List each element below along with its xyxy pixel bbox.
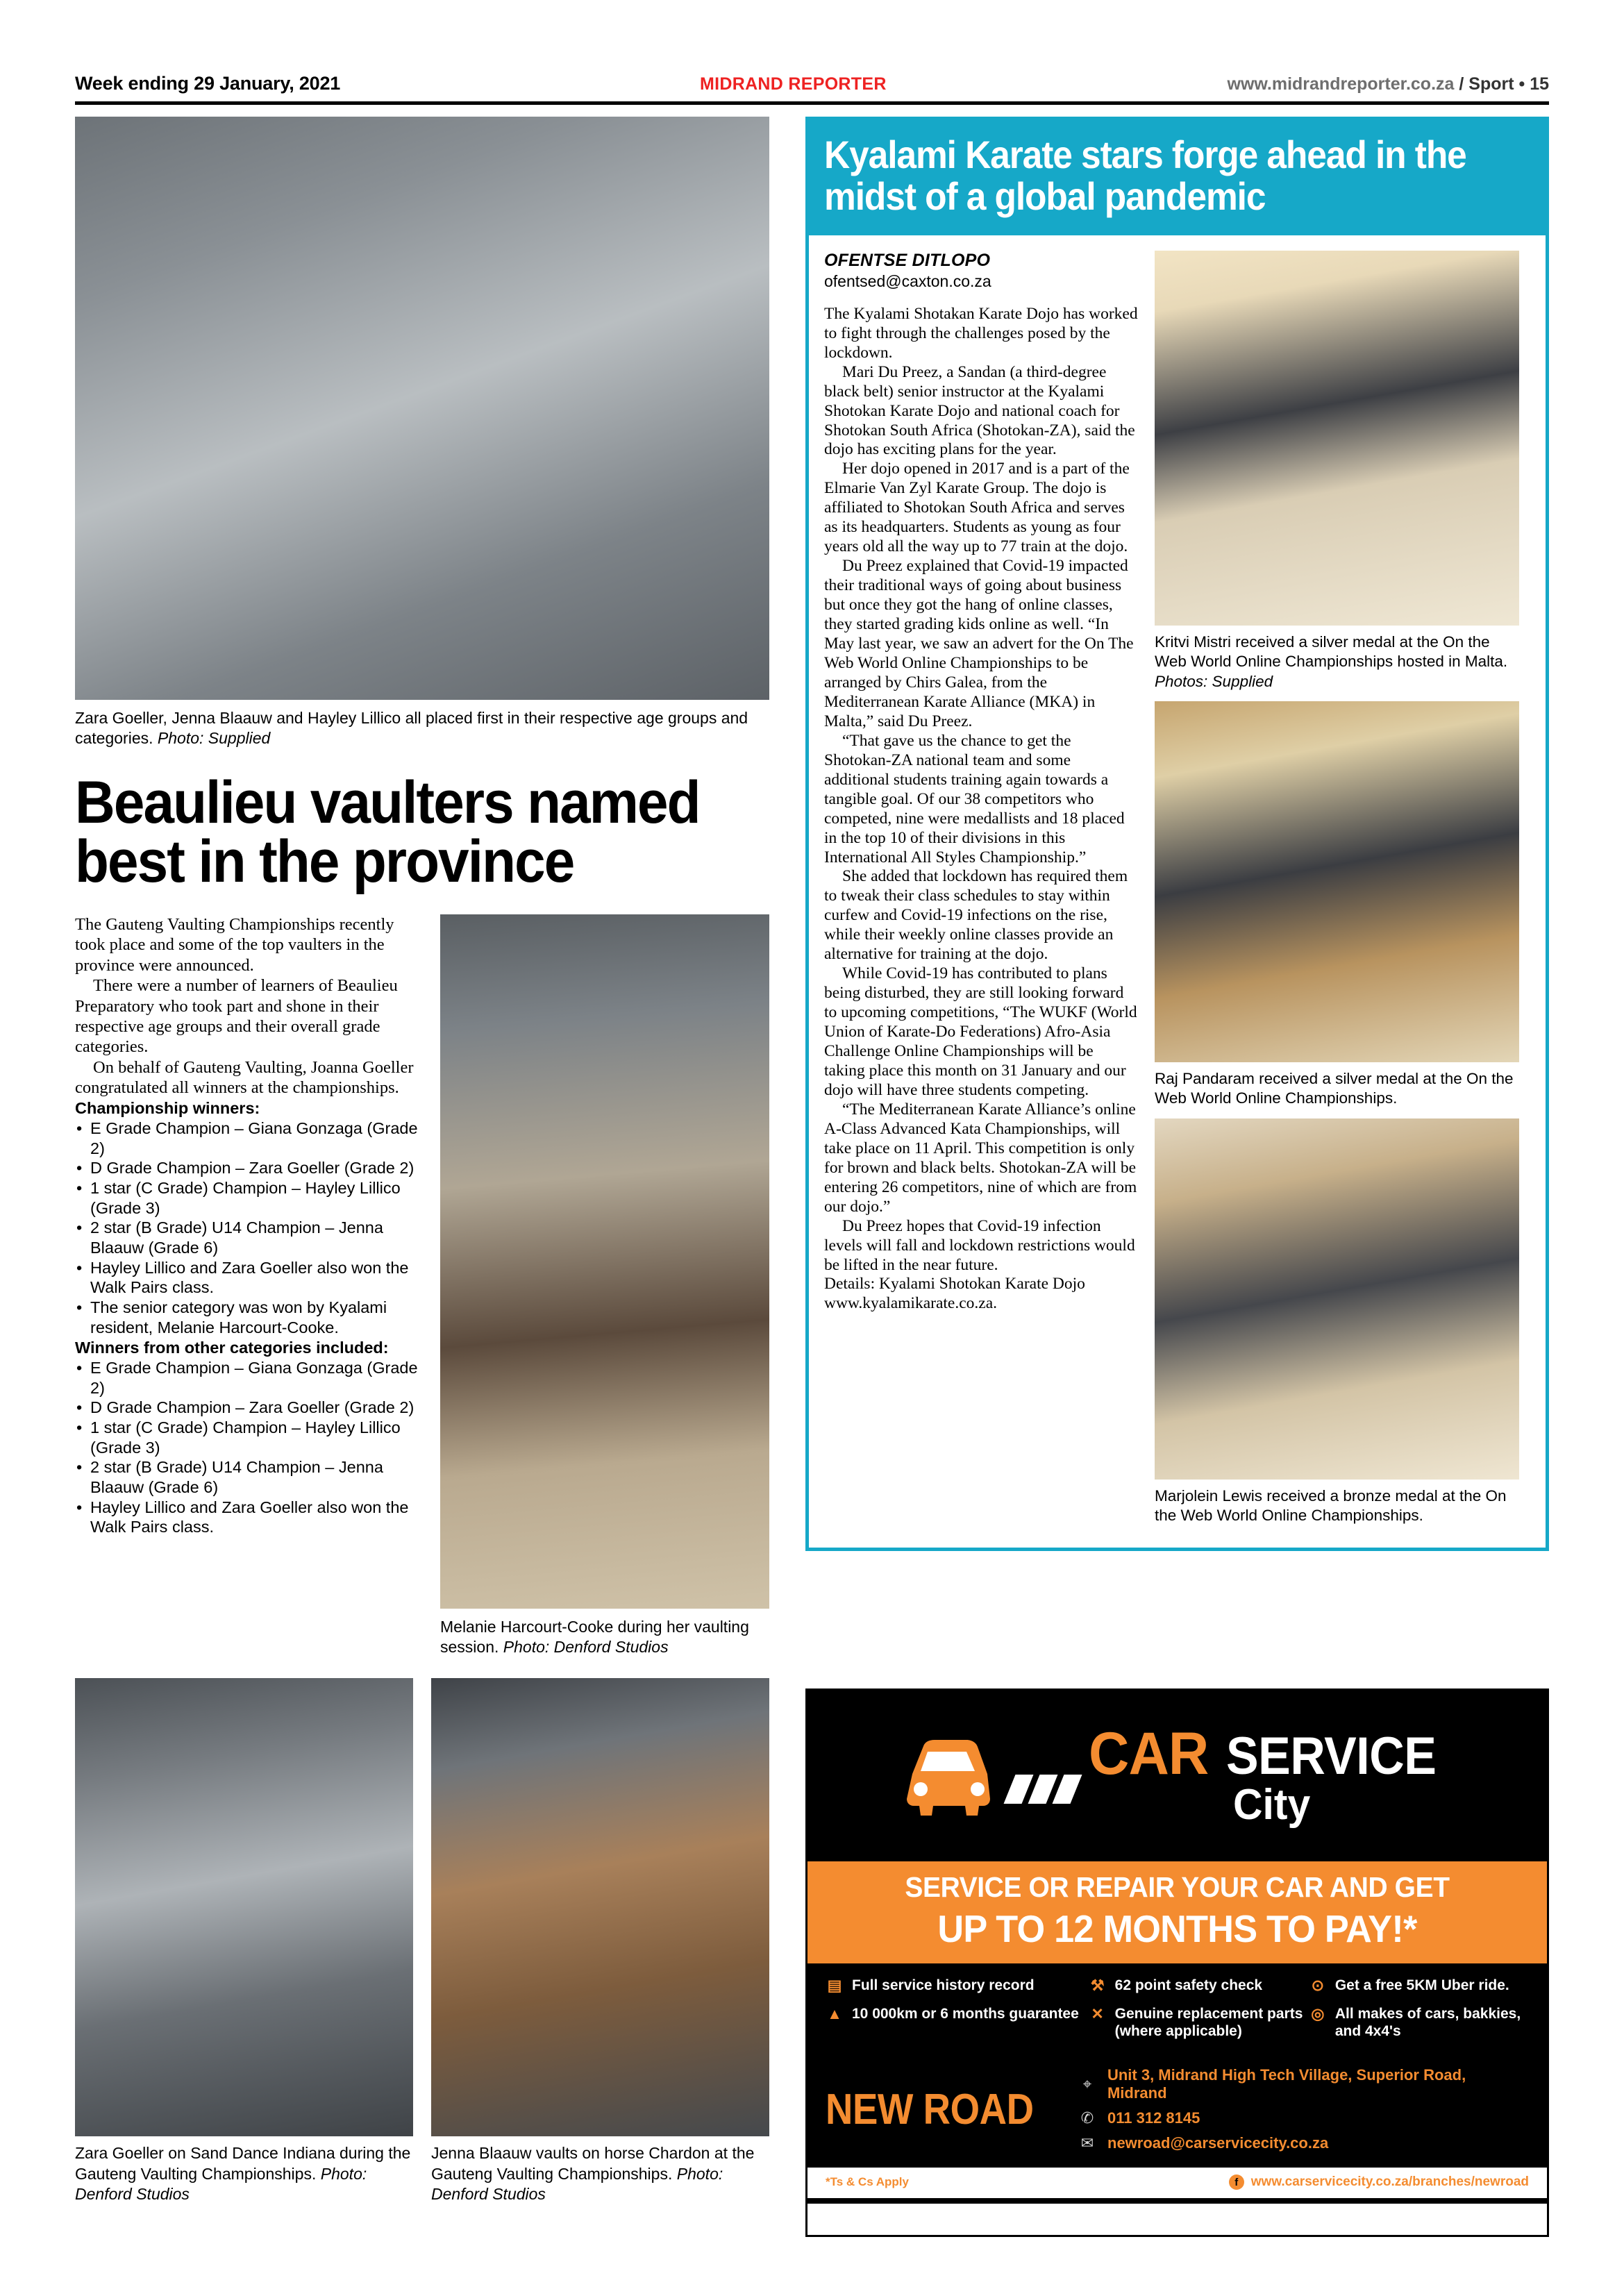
ad-email-text[interactable]: newroad@carservicecity.co.za xyxy=(1107,2134,1329,2152)
paragraph: Mari Du Preez, a Sandan (a third-degree black belt) senior instructor at the Kyalami Shotokan Karate Dojo and national coach for Shotokan South Africa (Shotokan-ZA), said the dojo has exciting plans for the year. xyxy=(824,362,1135,459)
vaulting-group-photo-caption xyxy=(75,700,769,748)
karate-box xyxy=(805,117,1549,1551)
paragraph: There were a number of learners of Beaulieu Preparatory who took part and shone in their respective age groups and their overall grade categories. xyxy=(75,976,398,1057)
ad-feature-label: Get a free 5KM Uber ride. xyxy=(1334,1977,1509,1993)
melanie-vaulting-photo xyxy=(440,914,769,1609)
vaulting-article xyxy=(75,117,769,2204)
paragraph: Du Preez explained that Covid-19 impacted their traditional ways of going about business but once they got the hang of online classes, they started grading kids online as well. “In May last year, we saw an advert for the On The Web World Online Championships to be arranged by Chirs Galea, from the Mediterranean Karate Alliance (MKA) in Malta,” said Du Preez. xyxy=(824,557,1134,730)
ad-phone-text[interactable]: 011 312 8145 xyxy=(1107,2109,1200,2127)
ad-offer-band xyxy=(807,1861,1547,1963)
list-item: • 1 star (C Grade) Champion – Hayley Lillico (Grade 3) xyxy=(75,1418,422,1457)
ad-feature-label: All makes of cars, bakkies, and 4x4's xyxy=(1334,2005,1521,2039)
ad-phone-line[interactable] xyxy=(1078,2109,1529,2127)
masthead-section: / Sport • 15 xyxy=(1454,74,1549,94)
karate-headline: Kyalami Karate stars forge ahead in the midst of a global pandemic xyxy=(824,133,1466,218)
ad-offer-line-2: UP TO 12 MONTHS TO PAY!* xyxy=(937,1907,1417,1950)
tools-icon: ✕ xyxy=(1091,2004,1104,2022)
ad-features-row-2 xyxy=(826,2006,1529,2041)
list-item: • 2 star (B Grade) U14 Champion – Jenna Blaauw (Grade 6) xyxy=(75,1218,422,1257)
ad-feature-label: Genuine replacement parts (where applicable) xyxy=(1114,2005,1303,2039)
championship-winners-list xyxy=(75,1118,422,1337)
list-item: • 1 star (C Grade) Champion – Hayley Lillico (Grade 3) xyxy=(75,1178,422,1218)
ad-email-line[interactable] xyxy=(1078,2134,1529,2152)
ad-feature xyxy=(1309,2006,1529,2041)
list-item: • Hayley Lillico and Zara Goeller also won the Walk Pairs class. xyxy=(75,1498,422,1537)
ad-bottom-bar xyxy=(807,2198,1547,2204)
karate-text-column xyxy=(824,251,1138,1535)
ad-url-text[interactable]: www.carservicecity.co.za/branches/newroad xyxy=(1250,2175,1529,2190)
cone-icon: ▲ xyxy=(827,2004,842,2022)
vaulting-body-serif xyxy=(75,914,422,1098)
caption-text: Melanie Harcourt-Cooke during her vaulting session. xyxy=(440,1617,749,1657)
paragraph: She added that lockdown has required them to tweak their class schedules to stay within curfew and Covid-19 infections on the rise, while their weekly online classes provide an alternative for training at the dojo. xyxy=(824,867,1128,964)
brand-car-text: CAR xyxy=(1089,1720,1209,1788)
paragraph: Du Preez hopes that Covid-19 infection levels will fall and lockdown restrictions would be lifted in the near future. xyxy=(824,1216,1135,1274)
paragraph: On behalf of Gauteng Vaulting, Joanna Goeller congratulated all winners at the championships. xyxy=(75,1057,414,1098)
byline-email[interactable]: ofentsed@caxton.co.za xyxy=(824,271,991,290)
envelope-icon: ✉ xyxy=(1080,2134,1094,2152)
vaulting-body-column xyxy=(75,914,422,1657)
ad-branch-name: NEW ROAD xyxy=(826,2085,1034,2134)
photo-credit: Photo: Denford Studios xyxy=(431,2164,723,2203)
steering-wheel-icon: ◎ xyxy=(1311,2004,1325,2022)
raj-photo-block xyxy=(1155,701,1519,1118)
kritvi-photo-block xyxy=(1155,251,1519,701)
paragraph: The Gauteng Vaulting Championships recently took place and some of the top vaulters in the province were announced. xyxy=(75,914,394,975)
ad-logo-band xyxy=(807,1691,1547,1861)
car-service-city-advertisement[interactable] xyxy=(805,1689,1549,2237)
list-item: • 2 star (B Grade) U14 Champion – Jenna Blaauw (Grade 6) xyxy=(75,1457,422,1497)
marjolein-lewis-photo xyxy=(1155,1118,1519,1480)
paragraph: “That gave us the chance to get the Shotokan-ZA national team and some additional students training again towards a tangible goal. Of our 38 competitors who competed, nine were medallists and 18 placed in the top 10 of their divisions in this International All Styles Championship.” xyxy=(824,731,1125,866)
list-item: • Hayley Lillico and Zara Goeller also won the Walk Pairs class. xyxy=(75,1258,422,1298)
masthead xyxy=(75,57,1549,94)
caption-text: Kritvi Mistri received a silver medal at the On the Web World Online Championships hosted in Malta. xyxy=(1155,632,1508,671)
photo-credit: Photos: Supplied xyxy=(1155,672,1273,690)
other-categories-list xyxy=(75,1358,422,1537)
photo-credit: Photo: Denford Studios xyxy=(75,2164,367,2203)
zara-photo-block xyxy=(75,1678,413,2204)
ad-feature-label: 10 000km or 6 months guarantee xyxy=(852,2005,1079,2022)
mechanic-icon: ⚒ xyxy=(1090,1977,1105,1994)
raj-pandaram-photo xyxy=(1155,701,1519,1062)
bottom-photo-row xyxy=(75,1678,769,2204)
paragraph: The Kyalami Shotakan Karate Dojo has worked to fight through the challenges posed by the lockdown. xyxy=(824,304,1138,362)
ad-address-text: Unit 3, Midrand High Tech Village, Superior Road, Midrand xyxy=(1107,2066,1466,2102)
ad-feature xyxy=(826,1977,1089,1995)
photo-credit: Photo: Denford Studios xyxy=(503,1638,669,1657)
vaulting-body-wrap xyxy=(75,914,769,1657)
ad-contact-band xyxy=(807,2062,1547,2168)
ad-address-line xyxy=(1078,2066,1529,2102)
list-item: • E Grade Champion – Giana Gonzaga (Grade 2) xyxy=(75,1118,422,1158)
melanie-photo-caption xyxy=(440,1609,769,1657)
ad-feature xyxy=(1089,2006,1309,2041)
masthead-date: Week ending 29 January, 2021 xyxy=(75,73,341,94)
caption-text: Jenna Blaauw vaults on horse Chardon at the Gauteng Vaulting Championships. xyxy=(431,2144,755,2183)
list-item: • D Grade Champion – Zara Goeller (Grade 2) xyxy=(75,1398,422,1418)
karate-article xyxy=(805,117,1549,1551)
list-item: • The senior category was won by Kyalami resident, Melanie Harcourt-Cooke. xyxy=(75,1298,422,1337)
ad-url-block[interactable] xyxy=(1229,2175,1529,2190)
phone-icon: ✆ xyxy=(1080,2109,1094,2127)
location-pin-icon: ⌖ xyxy=(1082,2075,1092,2093)
ad-offer-line-1: SERVICE OR REPAIR YOUR CAR AND GET xyxy=(905,1871,1450,1903)
marjolein-photo-block xyxy=(1155,1118,1519,1536)
list-item: • E Grade Champion – Giana Gonzaga (Grade 2) xyxy=(75,1358,422,1398)
karate-headline-banner xyxy=(809,120,1546,235)
brand-service-text: SERVICE xyxy=(1225,1727,1437,1786)
championship-winners-subhead: Championship winners: xyxy=(75,1099,260,1118)
vaulting-headline: Beaulieu vaulters named best in the province xyxy=(75,769,700,895)
other-categories-subhead: Winners from other categories included: xyxy=(75,1339,389,1357)
ad-brand-wordmark xyxy=(1089,1720,1454,1829)
karate-body-serif xyxy=(824,305,1138,1314)
marjolein-photo-caption: Marjolein Lewis received a bronze medal at the On the Web World Online Championships. xyxy=(1155,1486,1507,1524)
uber-icon: ⊙ xyxy=(1311,1977,1325,1994)
zara-photo-caption xyxy=(75,2136,413,2204)
clipboard-icon: ▤ xyxy=(827,1977,842,1994)
paragraph: “The Mediterranean Karate Alliance’s online A-Class Advanced Kata Championships, will take place on 11 April. This competition is only for brown and black belts. Shotokan-ZA will be entering 26 competitors, nine of which are from our dojo.” xyxy=(824,1100,1137,1216)
ad-feature-label: Full service history record xyxy=(852,1977,1035,1993)
masthead-website-section xyxy=(1228,74,1550,94)
caption-text: Zara Goeller on Sand Dance Indiana during the Gauteng Vaulting Championships. xyxy=(75,2144,411,2183)
kritvi-photo-caption xyxy=(1155,626,1519,701)
ad-contact-lines xyxy=(1078,2066,1529,2152)
ad-feature xyxy=(1309,1977,1529,1995)
masthead-rule xyxy=(75,101,1549,105)
karate-body xyxy=(809,235,1546,1548)
jenna-photo-caption xyxy=(431,2136,769,2204)
brand-city-text: City xyxy=(1233,1780,1311,1829)
karate-details-line: Details: Kyalami Shotokan Karate Dojo www.kyalamikarate.co.za. xyxy=(824,1275,1085,1313)
photo-credit: Photo: Supplied xyxy=(157,729,271,748)
speed-lines-icon xyxy=(1010,1775,1076,1804)
ad-logo xyxy=(900,1720,1454,1829)
kritvi-mistri-photo xyxy=(1155,251,1519,626)
list-item: • D Grade Champion – Zara Goeller (Grade 2) xyxy=(75,1158,422,1178)
car-icon xyxy=(900,1731,997,1821)
facebook-icon[interactable]: f xyxy=(1229,2175,1244,2190)
zara-vaulting-photo xyxy=(75,1678,413,2136)
melanie-photo-column xyxy=(440,914,769,1657)
jenna-photo-block xyxy=(431,1678,769,2204)
caption-text: Zara Goeller, Jenna Blaauw and Hayley Lillico all placed first in their respective age groups and categories. xyxy=(75,709,748,748)
paragraph: While Covid-19 has contributed to plans being disturbed, they are still looking forward to upcoming competitions, “The WUKF (World Union of Karate-Do Federations) Afro-Asia Challenge Online Championships will be taking place this month on 31 January and our dojo will have three students competing. xyxy=(824,964,1137,1099)
karate-photo-column xyxy=(1155,251,1519,1535)
ad-feature-label: 62 point safety check xyxy=(1114,1977,1263,1993)
masthead-publication-name: MIDRAND REPORTER xyxy=(700,74,887,94)
ad-feature xyxy=(826,2006,1089,2041)
ad-features-row-1 xyxy=(826,1977,1529,1995)
ad-terms-text: *Ts & Cs Apply xyxy=(826,2175,909,2189)
vaulting-group-photo xyxy=(75,117,769,700)
jenna-vaulting-photo xyxy=(431,1678,769,2136)
paragraph: Her dojo opened in 2017 and is a part of the Elmarie Van Zyl Karate Group. The dojo is affiliated to Shotokan South Africa and serves as its headquarters. Students as young as four years old all the way up to 77 train at the dojo. xyxy=(824,460,1130,556)
masthead-website: www.midrandreporter.co.za xyxy=(1227,74,1455,94)
ad-footer-band xyxy=(807,2168,1547,2198)
raj-photo-caption: Raj Pandaram received a silver medal at the On the Web World Online Championships. xyxy=(1155,1069,1514,1107)
byline-author: OFENTSE DITLOPO xyxy=(824,250,991,270)
ad-features-band xyxy=(807,1963,1547,2062)
ad-feature xyxy=(1089,1977,1309,1995)
